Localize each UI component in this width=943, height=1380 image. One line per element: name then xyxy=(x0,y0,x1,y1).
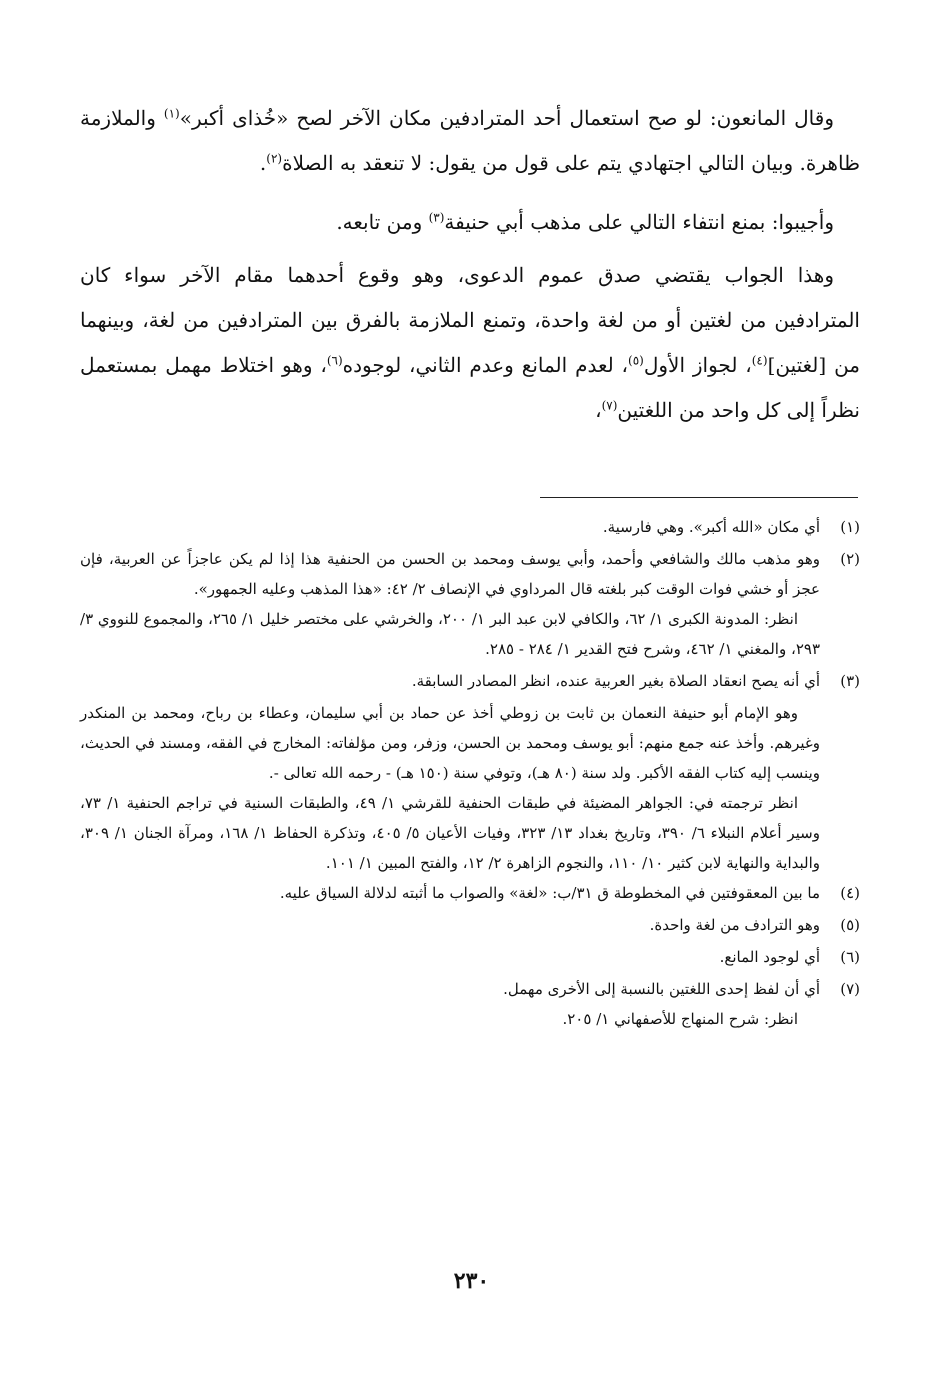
page-number: ٢٣٠ xyxy=(453,1268,490,1294)
footnote-4 xyxy=(80,878,860,908)
footnote-reference: انظر: المدونة الكبرى ١/ ٦٢، والكافي لابن عبد البر ١/ ٢٠٠، والخرشي على مختصر خليل ١/ ٢٦٥، والمجموع للنووي ٣/ ٢٩٣، والمغني ١/ ٤٦٢، وشرح فتح القدير ١/ ٢٨٤ - ٢٨٥. xyxy=(80,610,820,658)
paragraph-2 xyxy=(80,200,860,245)
paragraph-text: ، لعدم المانع وعدم الثاني، لوجوده xyxy=(342,353,629,377)
footnote-3 xyxy=(80,666,860,696)
footnote-number: (٥) xyxy=(840,916,860,934)
footnote-7 xyxy=(80,974,860,1034)
footnote-text: أي أن لفظ إحدى اللغتين بالنسبة إلى الأخرى مهمل. xyxy=(503,980,820,998)
footnote-6 xyxy=(80,942,860,972)
footnote-reference: انظر ترجمته في: الجواهر المضيئة في طبقات الحنفية للقرشي ١/ ٤٩، والطبقات السنية في تراجم الحنفية ١/ ٧٣، وسير أعلام النبلاء ٦/ ٣٩٠، وتاريخ بغداد ١٣/ ٣٢٣، وفيات الأعيان ٥/ ٤٠٥، وتذكرة الحفاظ ١/ ١٦٨، ومرآة الجنان ١/ ٣٠٩، والبداية والنهاية لابن كثير ١٠/ ١١٠، والنجوم الزاهرة ٢/ ١٢، والفتح المبين ١/ ١٠١. xyxy=(80,794,820,872)
paragraph-1 xyxy=(80,96,860,186)
footnote-marker: (٥) xyxy=(628,353,644,368)
footnote-1 xyxy=(80,512,860,542)
footnote-marker: (٤) xyxy=(751,353,768,368)
footnote-text: أي مكان «الله أكبر». وهي فارسية. xyxy=(602,518,820,536)
footnote-marker: (١) xyxy=(163,106,180,121)
paragraph-text: ، لجواز الأول xyxy=(643,353,752,377)
footnotes xyxy=(80,512,860,1036)
main-text xyxy=(80,96,860,447)
paragraph-text: وهذا الجواب يقتضي صدق عموم الدعوى، وهو وقوع أحدهما مقام الآخر سواء كان المترادفين من لغتين أو من لغة واحدة، وتمنع الملازمة بالفرق بين المترادفين من لغة، وبينهما من [لغتين] xyxy=(80,263,861,377)
footnote-text: ما بين المعقوفتين في المخطوطة ق ٣١/ب: «لغة» والصواب ما أثبته لدلالة السياق عليه. xyxy=(279,884,820,902)
paragraph-text: ، وهو اختلاط مهمل بمستعمل نظراً إلى كل واحد من اللغتين xyxy=(80,353,860,422)
footnote-5 xyxy=(80,910,860,940)
paragraph-text: وقال المانعون: لو صح استعمال أحد المترادفين مكان الآخر لصح «خُذاى أكبر» xyxy=(179,106,834,130)
paragraph-3 xyxy=(80,253,860,433)
footnote-number: (١) xyxy=(840,518,860,536)
footnote-2 xyxy=(80,544,860,664)
paragraph-text: والملازمة ظاهرة. وبيان التالي اجتهادي يتم على قول من يقول: لا تنعقد به الصلاة xyxy=(80,106,860,175)
footnote-number: (٣) xyxy=(840,672,860,690)
paragraph-text: وأجيبوا: بمنع انتفاء التالي على مذهب أبي حنيفة xyxy=(444,210,834,234)
paragraph-text: ، xyxy=(595,398,602,422)
footnote-text: وهو الترادف من لغة واحدة. xyxy=(649,916,820,934)
footnote-marker: (٢) xyxy=(266,151,283,166)
footnote-number: (٧) xyxy=(840,980,860,998)
footnote-marker: (٣) xyxy=(428,210,445,225)
footnote-number: (٦) xyxy=(840,948,860,966)
footnote-number: (٢) xyxy=(840,550,860,568)
footnote-text: أي أنه يصح انعقاد الصلاة بغير العربية عنده، انظر المصادر السابقة. xyxy=(411,672,820,690)
footnote-separator xyxy=(540,497,858,498)
footnote-biography: وهو الإمام أبو حنيفة النعمان بن ثابت بن زوطي أخذ عن حماد بن أبي سليمان، وعطاء بن رباح، ومحمد بن المنكدر وغيرهم. وأخذ عنه جمع منهم: أبو يوسف ومحمد بن الحسن، وزفر، ومن مؤلفاته: المخارج في الفقه، ومسند في الحديث، وينسب إليه كتاب الفقه الأكبر. ولد سنة (٨٠ هـ)، وتوفي سنة (١٥٠ هـ) - رحمه الله تعالى -. xyxy=(80,704,820,782)
footnote-text: أي لوجود المانع. xyxy=(719,948,820,966)
paragraph-text: ومن تابعه. xyxy=(336,210,429,234)
footnote-number: (٤) xyxy=(840,884,860,902)
paragraph-text: . xyxy=(259,151,267,175)
footnote-marker: (٦) xyxy=(326,353,343,368)
footnote-reference: انظر: شرح المنهاج للأصفهاني ١/ ٢٠٥. xyxy=(562,1010,798,1028)
footnote-marker: (٧) xyxy=(601,398,618,413)
footnote-3-continuation xyxy=(80,698,820,878)
footnote-text: وهو مذهب مالك والشافعي وأحمد، وأبي يوسف ومحمد بن الحسن من الحنفية هذا إذا لم يكن عاجزاً عن العربية، فإن عجز أو خشي فوات الوقت كبر بلغته قال المرداوي في الإنصاف ٢/ ٤٢: «هذا المذهب وعليه الجمهور». xyxy=(80,550,820,598)
